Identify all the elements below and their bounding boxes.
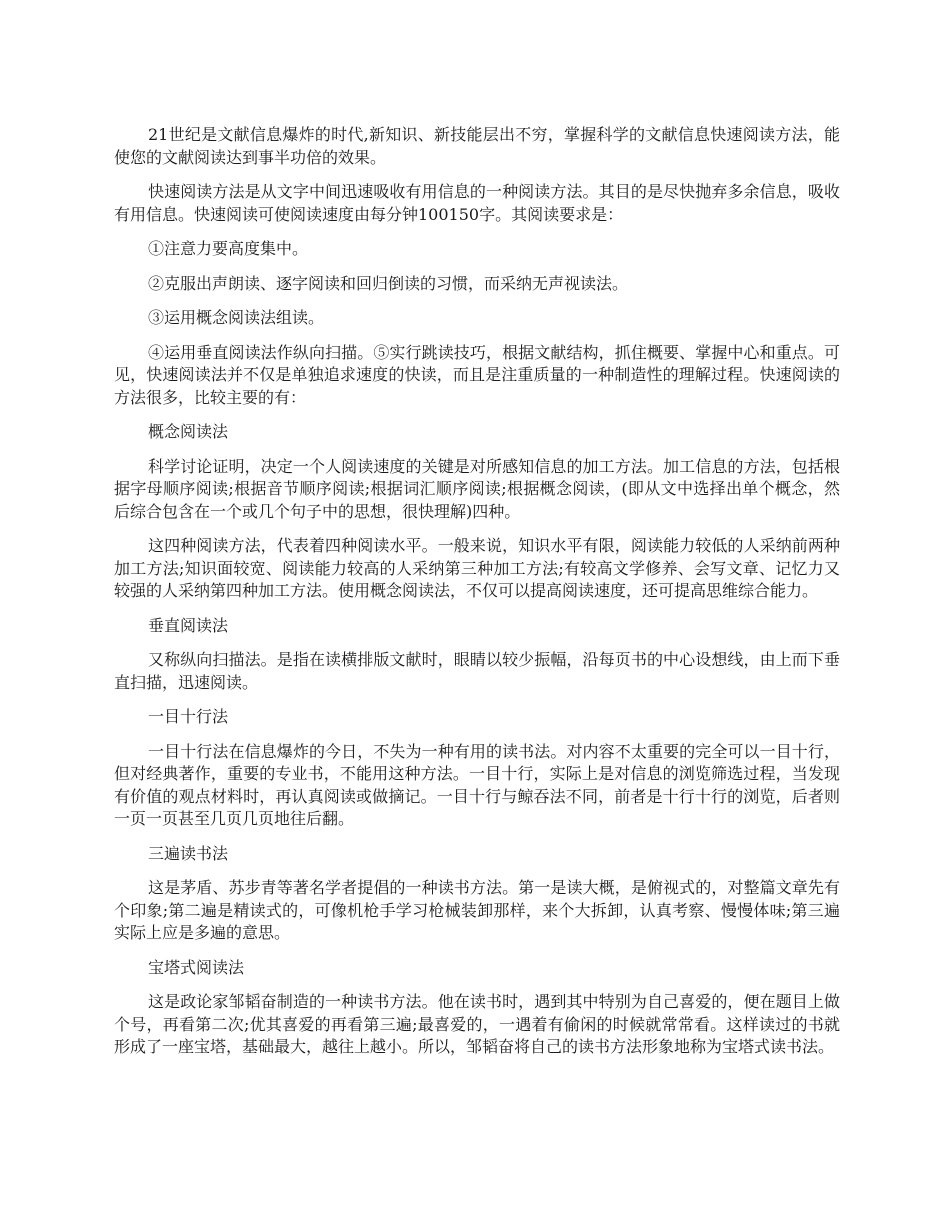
definition-paragraph: 快速阅读方法是从文字中间迅速吸收有用信息的一种阅读方法。其目的是尽快抛弃多余信息，吸收有用信息。快速阅读可使阅读速度由每分钟100150字。其阅读要求是： <box>114 182 840 224</box>
section-heading-ten-lines: 一目十行法 <box>148 707 229 726</box>
pagoda-paragraph: 这是政论家邹韬奋制造的一种读书方法。他在读书时，遇到其中特别为自己喜爱的，便在题目上做个号，再看第二次;优其喜爱的再看第三遍;最喜爱的，一遇着有偷闲的时候就常常看。这样读过的书就形成了一座宝塔，基础最大，越往上越小。所以，邹韬奋将自己的读书方法形象地称为宝塔式读书法。 <box>114 992 840 1056</box>
requirement-item-4-5: ④运用垂直阅读法作纵向扫描。⑤实行跳读技巧，根据文献结构，抓住概要、掌握中心和重点。可见，快速阅读法并不仅是单独追求速度的快读，而且是注重质量的一种制造性的理解过程。快速阅读的方法很多，比较主要的有： <box>114 342 840 407</box>
document-body <box>114 124 840 1071</box>
ten-lines-paragraph: 一目十行法在信息爆炸的今日，不失为一种有用的读书法。对内容不太重要的完全可以一目十行，但对经典著作，重要的专业书，不能用这种方法。一目十行，实际上是对信息的浏览筛选过程，当发现有价值的观点材料时，再认真阅读或做摘记。一目十行与鲸吞法不同，前者是十行十行的浏览，后者则一页一页甚至几页几页地往后翻。 <box>114 741 840 828</box>
requirement-item-3: ③运用概念阅读法组读。 <box>148 308 325 327</box>
requirement-item-2: ②克服出声朗读、逐字阅读和回归倒读的习惯，而采纳无声视读法。 <box>148 273 629 293</box>
section-heading-vertical-reading: 垂直阅读法 <box>148 615 229 635</box>
section-heading-three-pass: 三遍读书法 <box>148 843 229 863</box>
concept-reading-paragraph-1: 科学讨论证明，决定一个人阅读速度的关键是对所感知信息的加工方法。加工信息的方法，包括根据字母顺序阅读;根据音节顺序阅读;根据词汇顺序阅读;根据概念阅读，(即从文中选择出单个概念，然后综合包含在一个或几个句子中的思想，很快理解)四种。 <box>114 456 840 521</box>
concept-reading-paragraph-2: 这四种阅读方法，代表着四种阅读水平。一般来说，知识水平有限，阅读能力较低的人采纳前两种加工方法;知识面较宽、阅读能力较高的人采纳第三种加工方法;有较高文学修养、会写文章、记忆力又较强的人采纳第四种加工方法。使用概念阅读法，不仅可以提高阅读速度，还可提高思维综合能力。 <box>114 536 840 600</box>
vertical-reading-paragraph: 又称纵向扫描法。是指在读横排版文献时，眼睛以较少振幅，沿每页书的中心设想线，由上而下垂直扫描，迅速阅读。 <box>114 650 840 692</box>
requirement-item-1: ①注意力要高度集中。 <box>148 239 309 258</box>
three-pass-paragraph: 这是茅盾、苏步青等著名学者提倡的一种读书方法。第一是读大概，是俯视式的，对整篇文章先有个印象;第二遍是精读式的，可像机枪手学习枪械装卸那样，来个大拆卸，认真考察、慢慢体味;第三遍实际上应是多遍的意思。 <box>114 878 840 942</box>
section-heading-pagoda: 宝塔式阅读法 <box>148 957 245 977</box>
section-heading-concept-reading: 概念阅读法 <box>148 422 229 441</box>
intro-paragraph: 21世纪是文献信息爆炸的时代,新知识、新技能层出不穷，掌握科学的文献信息快速阅读方法，能使您的文献阅读达到事半功倍的效果。 <box>114 125 840 167</box>
